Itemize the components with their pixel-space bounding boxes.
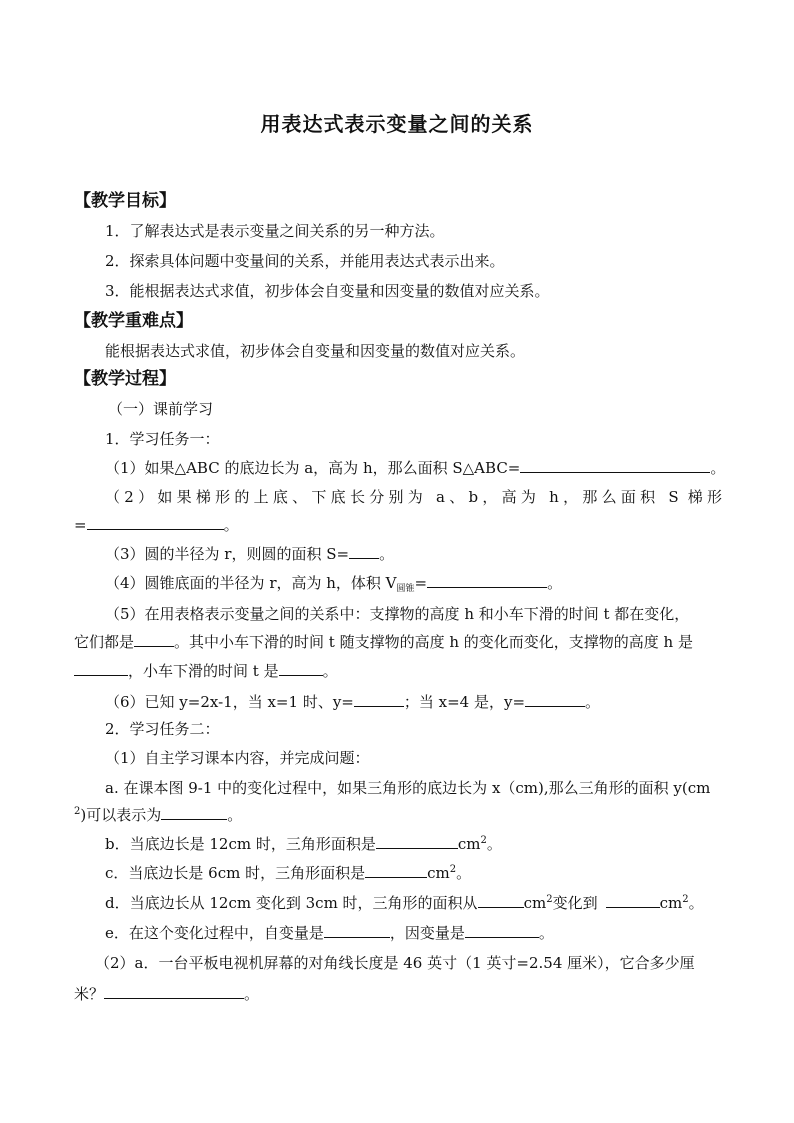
- equals-sign: =: [74, 516, 87, 534]
- equals-sign: =: [414, 574, 428, 592]
- question-3: [105, 543, 394, 564]
- unit: cm: [659, 894, 683, 912]
- question-c: [105, 862, 471, 883]
- answer-blank[interactable]: [465, 922, 539, 938]
- question-b: [105, 833, 502, 854]
- superscript: 2: [74, 806, 81, 817]
- question-c-text: c．当底边长是 6cm 时，三角形面积是: [105, 864, 366, 882]
- question-1: [105, 457, 725, 478]
- punct: 。: [223, 516, 239, 534]
- question-6: [105, 691, 600, 712]
- question-4-text: （4）圆锥底面的半径为 r，高为 h，体积 V: [105, 574, 397, 592]
- answer-blank[interactable]: [520, 457, 710, 473]
- punct: 。: [547, 574, 563, 592]
- answer-blank[interactable]: [478, 892, 524, 908]
- key-points-heading: 【教学重难点】: [74, 311, 193, 331]
- question-5-text: 。其中小车下滑的时间 t 随支撑物的高度 h 的变化而变化，支撑物的高度 h 是: [174, 633, 693, 651]
- question-a-text: a. 在课本图 9-1 中的变化过程中，如果三角形的底边长为 x（cm),那么三角形的面积 y(cm: [105, 779, 711, 797]
- question-5-text: 它们都是: [74, 633, 135, 651]
- subscript-cone: 圆锥: [396, 584, 415, 594]
- goal-item-1: 1．了解表达式是表示变量之间关系的另一种方法。: [105, 222, 445, 240]
- question-e-text: ，因变量是: [389, 924, 465, 942]
- question-a-line2: [74, 804, 242, 825]
- question-3-text: （3）圆的半径为 r，则圆的面积 S=: [105, 545, 350, 563]
- key-points-text: 能根据表达式求值，初步体会自变量和因变量的数值对应关系。: [105, 342, 526, 360]
- process-heading: 【教学过程】: [74, 369, 176, 389]
- superscript: 2: [449, 864, 457, 875]
- answer-blank[interactable]: [161, 804, 227, 820]
- punct: 。: [322, 662, 338, 680]
- page-title: 用表达式表示变量之间的关系: [260, 112, 534, 136]
- unit: cm: [523, 894, 547, 912]
- question-4: [105, 572, 562, 594]
- answer-blank[interactable]: [427, 572, 547, 588]
- question-8-line1: （2）a．一台平板电视机屏幕的对角线长度是 46 英寸（1 英寸=2.54 厘米），它合多少厘: [95, 954, 695, 972]
- superscript: 2: [682, 894, 689, 905]
- answer-blank[interactable]: [349, 543, 379, 559]
- answer-blank[interactable]: [87, 514, 224, 530]
- task1-label: 1．学习任务一：: [105, 430, 220, 448]
- punct: 。: [585, 693, 601, 711]
- punct: 。: [538, 924, 554, 942]
- question-a-text: )可以表示为: [80, 806, 162, 824]
- answer-blank[interactable]: [279, 660, 323, 676]
- question-d-text: d．当底边长从 12cm 变化到 3cm 时，三角形的面积从: [105, 894, 478, 912]
- question-2-line2: [74, 514, 239, 535]
- question-5-text: ，小车下滑的时间 t 是: [128, 662, 279, 680]
- unit: cm: [427, 864, 450, 882]
- punct: 。: [486, 835, 502, 853]
- question-8-line2: [74, 983, 259, 1004]
- punct: 。: [456, 864, 472, 882]
- question-1-text: （1）如果△ABC 的底边长为 a，高为 h，那么面积 S△ABC=: [105, 459, 521, 477]
- question-e: [105, 922, 554, 943]
- question-6-text: （6）已知 y=2x-1，当 x=1 时、y=: [105, 693, 354, 711]
- goal-item-3: 3．能根据表达式求值，初步体会自变量和因变量的数值对应关系。: [105, 282, 550, 300]
- question-d: [105, 892, 704, 913]
- answer-blank[interactable]: [365, 862, 427, 878]
- question-a-line1: [105, 777, 710, 798]
- question-b-text: b．当底边长是 12cm 时，三角形面积是: [105, 835, 376, 853]
- question-5-line1: （5）在用表格表示变量之间的关系中：支撑物的高度 h 和小车下滑的时间 t 都在变化，: [105, 605, 690, 623]
- question-5-line3: [74, 660, 338, 681]
- punct: 。: [379, 545, 395, 563]
- answer-blank[interactable]: [354, 691, 404, 707]
- answer-blank[interactable]: [324, 922, 390, 938]
- answer-blank[interactable]: [104, 983, 244, 999]
- question-d-text: 变化到: [552, 894, 598, 912]
- part1-label: （一）课前学习: [108, 400, 214, 418]
- question-8-text: 米？: [74, 985, 105, 1003]
- punct: 。: [227, 806, 243, 824]
- superscript: 2: [546, 894, 553, 905]
- unit: cm: [457, 835, 481, 853]
- question-2-line1: （2）如果梯形的上底、下底长分别为 a、b，高为 h，那么面积 S 梯形: [105, 488, 722, 506]
- task2-label: 2．学习任务二：: [105, 720, 220, 738]
- goal-item-2: 2．探索具体问题中变量间的关系，并能用表达式表示出来。: [105, 252, 505, 270]
- superscript: 2: [480, 835, 487, 846]
- question-6-text: ；当 x=4 是，y=: [403, 693, 526, 711]
- question-7: （1）自主学习课本内容，并完成问题：: [105, 749, 370, 767]
- answer-blank[interactable]: [376, 833, 458, 849]
- answer-blank[interactable]: [74, 660, 128, 676]
- answer-blank[interactable]: [525, 691, 585, 707]
- question-5-line2: [74, 631, 693, 652]
- punct: 。: [244, 985, 260, 1003]
- goals-heading: 【教学目标】: [74, 191, 176, 211]
- question-e-text: e．在这个变化过程中，自变量是: [105, 924, 324, 942]
- answer-blank[interactable]: [606, 892, 660, 908]
- answer-blank[interactable]: [134, 631, 174, 647]
- punct: 。: [688, 894, 704, 912]
- punct: 。: [710, 459, 726, 477]
